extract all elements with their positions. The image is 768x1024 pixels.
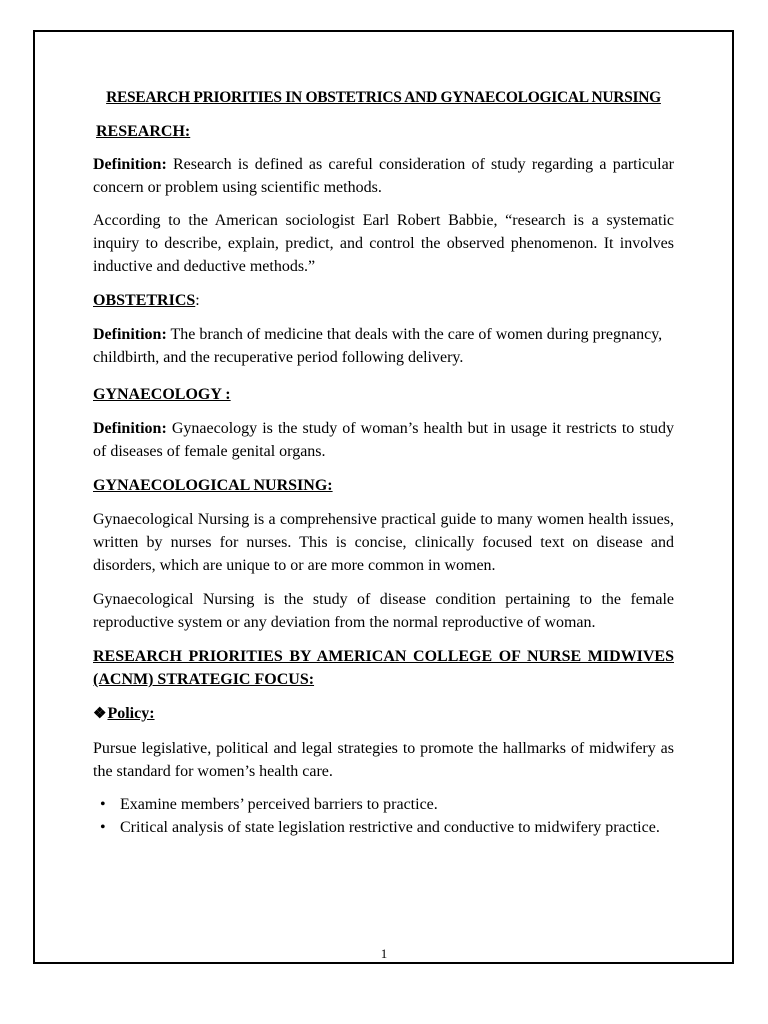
bullet-icon: • (100, 796, 106, 813)
policy-paragraph: Pursue legislative, political and legal strategies to promote the hallmarks of midwifery as the standard for women’s health care. (93, 740, 674, 780)
policy-bullet-list (93, 793, 674, 839)
gynaecology-heading: GYNAECOLOGY : (93, 386, 231, 403)
list-item-text: Examine members’ perceived barriers to practice. (120, 796, 438, 813)
obstetrics-definition-label: Definition: (93, 326, 167, 343)
gynaecology-definition (93, 417, 674, 463)
obstetrics-heading-colon: : (195, 292, 200, 309)
research-definition-label: Definition: (93, 156, 167, 173)
gynaecology-definition-text: Gynaecology is the study of woman’s health but in usage it restricts to study of diseases of female genital organs. (93, 420, 674, 460)
research-definition (93, 153, 674, 199)
gynaecology-definition-label: Definition: (93, 420, 167, 437)
obstetrics-definition-text: The branch of medicine that deals with the care of women during pregnancy, childbirth, and the recuperative period following delivery. (93, 326, 663, 366)
acnm-heading: RESEARCH PRIORITIES BY AMERICAN COLLEGE OF NURSE MIDWIVES (ACNM) STRATEGIC FOCUS: (93, 648, 674, 688)
bullet-icon: • (100, 819, 106, 836)
obstetrics-heading: OBSTETRICS (93, 292, 196, 309)
policy-heading-line (93, 702, 674, 726)
research-quote: According to the American sociologist Earl Robert Babbie, “research is a systematic inquiry to describe, explain, predict, and control the observed phenomenon. It involves inductive and deductive methods.” (93, 212, 674, 275)
obstetrics-heading-line (93, 289, 674, 312)
research-definition-text: Research is defined as careful consideration of study regarding a particular concern or problem using scientific methods. (93, 156, 674, 196)
document-title: RESEARCH PRIORITIES IN OBSTETRICS AND GYNAECOLOGICAL NURSING (106, 89, 661, 106)
list-item-text: Critical analysis of state legislation restrictive and conductive to midwifery practice. (120, 819, 660, 836)
list-item (93, 816, 674, 839)
gynaecological-nursing-paragraph-1: Gynaecological Nursing is a comprehensive practical guide to many women health issues, written by nurses for nurses. This is concise, clinically focused text on disease and disorders, which are unique to or are more common in women. (93, 511, 674, 574)
diamond-bullet-icon: ❖ (93, 706, 107, 722)
policy-heading: Policy: (107, 705, 155, 722)
page-number: 1 (380, 946, 388, 961)
list-item (93, 793, 674, 816)
gynaecological-nursing-heading: GYNAECOLOGICAL NURSING: (93, 477, 333, 494)
document-body (93, 86, 674, 839)
gynaecological-nursing-paragraph-2: Gynaecological Nursing is the study of disease condition pertaining to the female reproductive system or any deviation from the normal reproductive of woman. (93, 591, 674, 631)
obstetrics-definition (93, 323, 674, 369)
research-heading: RESEARCH: (96, 123, 191, 140)
